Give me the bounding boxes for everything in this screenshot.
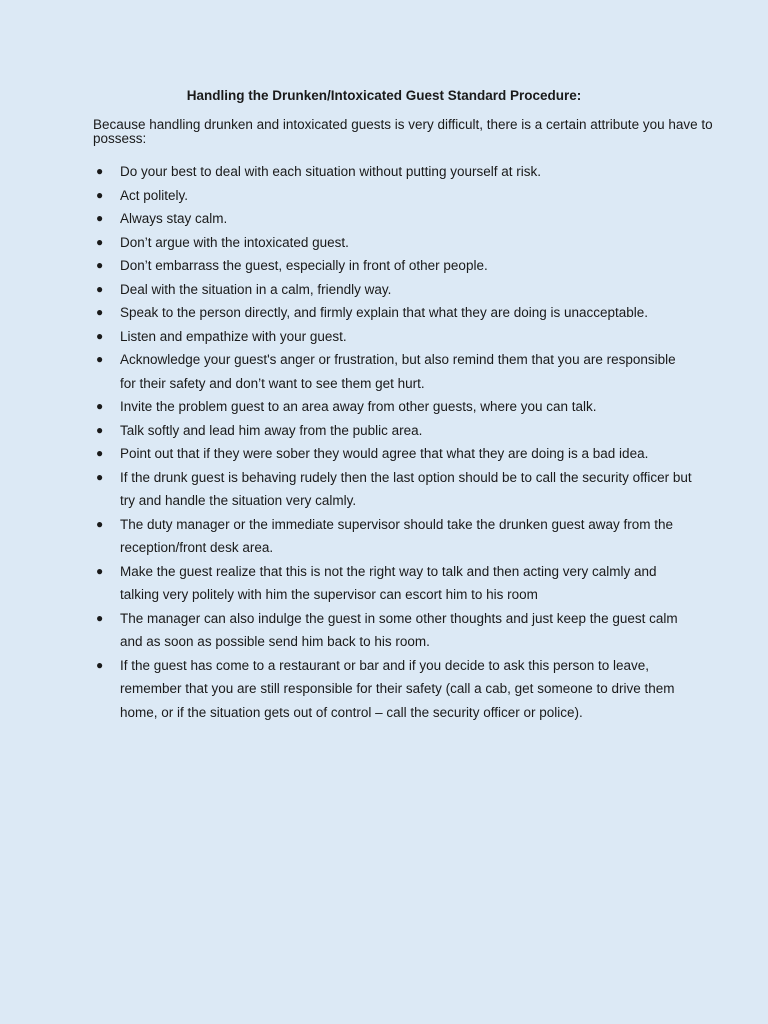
bullet-icon: ● — [96, 234, 104, 249]
bullet-icon: ● — [96, 516, 104, 531]
bullet-icon: ● — [96, 610, 104, 625]
list-item-text: Always stay calm. — [120, 211, 228, 226]
list-item-text: Act politely. — [120, 187, 189, 203]
list-item — [93, 419, 693, 443]
list-item-text: The manager can also indulge the guest in some other thoughts and just keep the guest calm and as soon as possible send him back to his room. — [120, 610, 678, 649]
list-item-text: Don’t argue with the intoxicated guest. — [120, 234, 349, 250]
list-item-text: Talk softly and lead him away from the public area. — [120, 422, 423, 438]
bullet-icon: ● — [96, 164, 104, 178]
list-item — [93, 160, 693, 184]
bullet-icon: ● — [96, 422, 104, 437]
bullet-icon: ● — [96, 305, 104, 319]
list-item — [93, 348, 693, 395]
bullet-icon: ● — [96, 469, 104, 484]
list-item — [93, 466, 693, 513]
list-item-text: Invite the problem guest to an area away from other guests, where you can talk. — [120, 399, 597, 414]
bullet-icon: ● — [96, 258, 104, 272]
list-item — [93, 607, 693, 654]
bullet-icon: ● — [96, 399, 104, 413]
list-item-text: Make the guest realize that this is not the right way to talk and then acting very calmly and talking very politely with him the supervisor can escort him to his room — [120, 563, 657, 602]
document-title: Handling the Drunken/Intoxicated Guest Standard Procedure: — [186, 88, 582, 103]
list-item — [93, 301, 693, 325]
list-item — [93, 654, 693, 725]
list-item-text: Acknowledge your guest's anger or frustration, but also remind them that you are responsible for their safety and don’t want to see them get hurt. — [120, 352, 676, 391]
list-item-text: Listen and empathize with your guest. — [120, 328, 347, 344]
bullet-icon: ● — [96, 328, 104, 343]
list-item-text: Do your best to deal with each situation without putting yourself at risk. — [120, 164, 541, 179]
list-item — [93, 395, 693, 419]
list-item-text: The duty manager or the immediate supervisor should take the drunken guest away from the reception/front desk area. — [120, 516, 674, 555]
bullet-icon: ● — [96, 187, 104, 202]
list-item — [93, 231, 693, 255]
list-item — [93, 207, 693, 231]
list-item — [93, 560, 693, 607]
list-item — [93, 278, 693, 302]
list-item — [93, 184, 693, 208]
list-item — [93, 442, 693, 466]
bullet-icon: ● — [96, 211, 104, 225]
intro-paragraph: Because handling drunken and intoxicated guests is very difficult, there is a certain attribute you have to possess: — [93, 117, 713, 146]
list-item-text: Speak to the person directly, and firmly explain that what they are doing is unacceptable. — [120, 305, 649, 320]
list-item-text: Don’t embarrass the guest, especially in front of other people. — [120, 258, 488, 273]
list-item — [93, 254, 693, 278]
bullet-icon: ● — [96, 563, 104, 578]
list-item-text: Point out that if they were sober they would agree that what they are doing is a bad idea. — [120, 446, 649, 461]
list-item-text: If the guest has come to a restaurant or bar and if you decide to ask this person to leave, remember that you are still responsible for their safety (call a cab, get someone to drive them home, or if the situation gets out of control – call the security officer or police). — [120, 657, 675, 720]
procedure-list — [93, 160, 693, 724]
list-item-text: If the drunk guest is behaving rudely then the last option should be to call the security officer but try and handle the situation very calmly. — [120, 469, 692, 508]
bullet-icon: ● — [96, 352, 104, 366]
list-item — [93, 325, 693, 349]
list-item — [93, 513, 693, 560]
list-item-text: Deal with the situation in a calm, friendly way. — [120, 281, 392, 297]
bullet-icon: ● — [96, 281, 104, 296]
bullet-icon: ● — [96, 446, 104, 460]
bullet-icon: ● — [96, 657, 104, 672]
